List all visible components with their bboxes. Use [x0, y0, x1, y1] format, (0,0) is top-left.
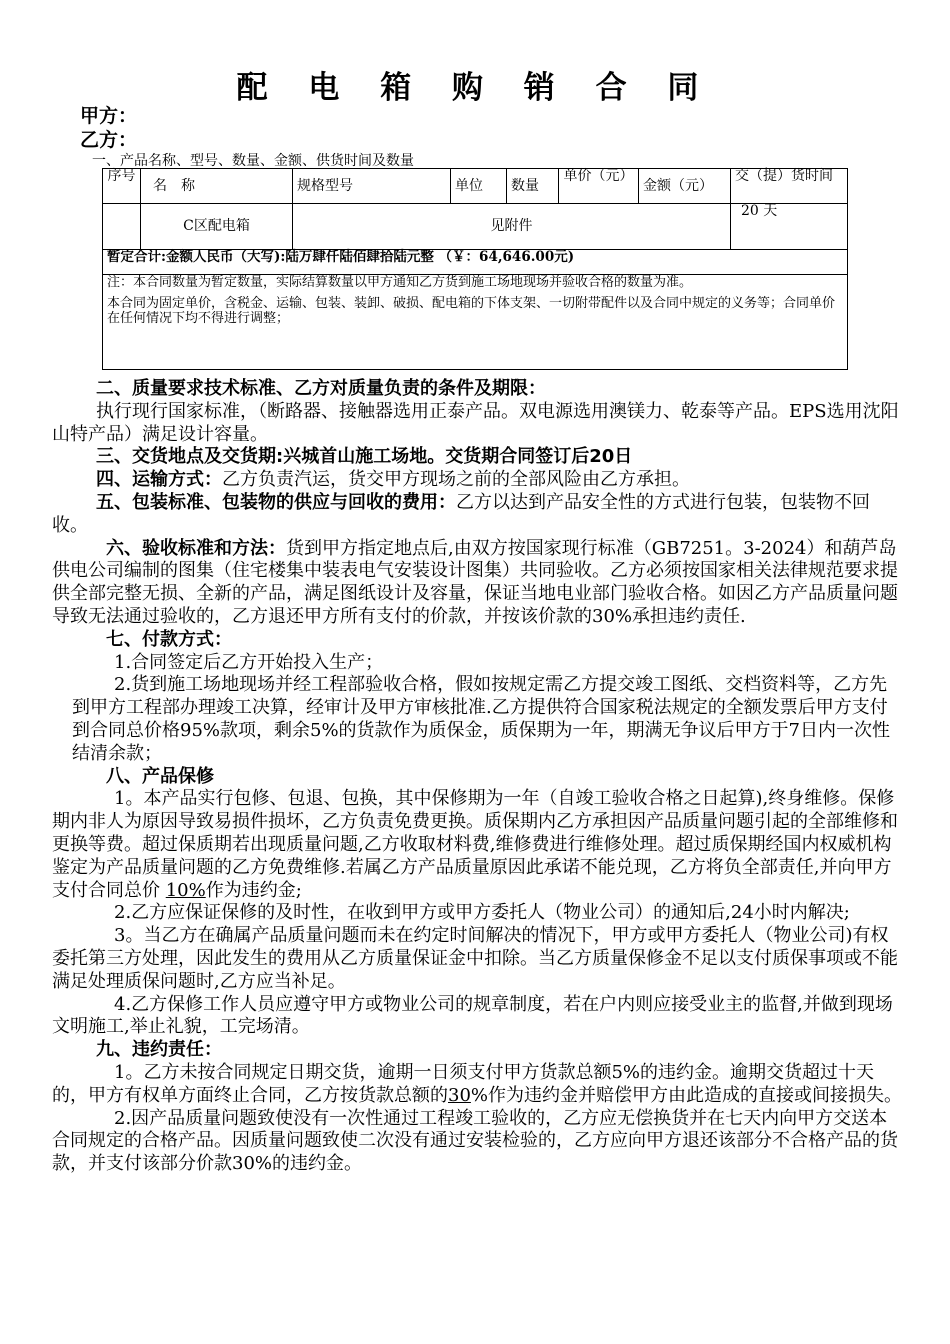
section6	[52, 538, 904, 629]
section8-item4: 4.乙方保修工作人员应遵守甲方或物业公司的规章制度，若在户内则应接受业主的监督,并做到现场文明施工,举止礼貌，工完场清。	[52, 993, 893, 1038]
section1-title: 一、产品名称、型号、数量、金额、供货时间及数量	[92, 153, 414, 169]
party-b-label: 乙方：	[80, 129, 138, 151]
section3-title: 三、交货地点及交货期:兴城首山施工场地。交货期合同签订后20日	[96, 446, 633, 468]
product-name-cell: C区配电箱	[141, 204, 293, 250]
contract-title: 配 电 箱 购 销 合 同	[236, 70, 714, 106]
section9-item1: 1。乙方未按合同规定日期交货，逾期一日须支付甲方货款总额5%的违约金。逾期交货超过十天的，甲方有权单方面终止合同，乙方按货款总额的30%作为违约金并赔偿甲方由此造成的直接或间接损失。	[52, 1061, 903, 1106]
section6-body: 货到甲方指定地点后,由双方按国家现行标准（GB7251。3-2024）和葫芦岛供电公司编制的图集（住宅楼集中装表电气安装设计图集）共同验收。乙方必须按国家相关法律规范要求提供全部完整无损、全新的产品，满足图纸设计及容量，保证当地电业部门验收合格。如因乙方产品质量问题导致无法通过验收的，乙方退还甲方所有支付的价款，并按该价款的30%承担违约责任.	[52, 537, 898, 627]
header-cell: 交（提）货时间	[731, 169, 848, 204]
note-row	[103, 275, 848, 370]
total-row	[103, 250, 848, 275]
section8-item3: 3。当乙方在确属产品质量问题而未在约定时间解决的情况下，甲方或甲方委托人（物业公司)有权委托第三方处理，因此发生的费用从乙方质量保证金中扣除。当乙方质量保修金不足以支付质保事项或不能满足处理质保问题时,乙方应当补足。	[52, 925, 898, 992]
section5-body: 乙方以达到产品安全性的方式进行包装，包装物不回收。	[52, 491, 870, 536]
section8-item2: 2.乙方应保证保修的及时性，在收到甲方或甲方委托人（物业公司）的通知后,24小时内解决;	[114, 902, 850, 924]
table-header-row	[103, 169, 848, 204]
header-cell: 名 称	[141, 169, 293, 204]
section4-body: 乙方负责汽运，货交甲方现场之前的全部风险由乙方承担。	[222, 469, 690, 491]
section2-body: 执行现行国家标准，（断路器、接触器选用正泰产品。双电源选用澳镁力、乾泰等产品。EPS选用沈阳山特产品）满足设计容量。	[52, 400, 899, 445]
table-row	[103, 204, 848, 250]
header-cell: 数量	[507, 169, 559, 204]
header-cell: 序号	[103, 169, 141, 204]
section5	[52, 492, 904, 538]
section8-title: 八、产品保修	[106, 765, 214, 787]
section7-title: 七、付款方式：	[106, 628, 232, 650]
note-cell	[103, 275, 848, 370]
product-table	[102, 168, 848, 370]
section2-title: 二、质量要求技术标准、乙方对质量负责的条件及期限：	[96, 378, 546, 399]
section7-item2: 2.货到施工场地现场并经工程部验收合格，假如按规定需乙方提交竣工图纸、交档资料等，乙方先到甲方工程部办理竣工决算，经审计及甲方审核批准.乙方提供符合国家税法规定的全额发票后甲方支付到合同总价格95%款项，剩余5%的货款作为质保金，质保期为一年，期满无争议后甲方于7日内一次性结清余款；	[72, 674, 891, 764]
contract-body	[52, 378, 904, 1176]
note-quantity: 注：本合同数量为暂定数量，实际结算数量以甲方通知乙方货到施工场地现场并验收合格的数量为准。	[107, 275, 693, 290]
header-cell: 金额（元）	[639, 169, 731, 204]
section5-title: 五、包装标准、包装物的供应与回收的费用：	[96, 491, 456, 513]
note-fixed-price: 本合同为固定单价，含税金、运输、包装、装卸、破损、配电箱的下体支架、一切附带配件以及合同中规定的义务等；合同单价在任何情况下均不得进行调整；	[107, 296, 836, 326]
section4-title: 四、运输方式：	[96, 469, 222, 491]
section6-title: 六、验收标准和方法：	[106, 537, 286, 559]
party-a-label: 甲方：	[80, 105, 138, 127]
table-cell	[103, 204, 141, 250]
delivery-cell: 20 天	[731, 204, 848, 250]
section7-item1: 1.合同签定后乙方开始投入生产；	[114, 651, 384, 673]
header-cell: 单价（元）	[559, 169, 639, 204]
section9-item2: 2.因产品质量问题致使没有一次性通过工程竣工验收的，乙方应无偿换货并在七天内向甲方交送本合同规定的合格产品。因质量问题致使二次没有通过安装检验的，乙方应向甲方退还该部分不合格产品的货款，并支付该部分价款30%的违约金。	[52, 1107, 898, 1175]
spec-cell: 见附件	[293, 204, 731, 250]
section4	[52, 469, 904, 492]
header-cell: 单位	[451, 169, 507, 204]
section8-item1: 1。本产品实行包修、包退、包换，其中保修期为一年（自竣工验收合格之日起算),终身维修。保修期内非人为原因导致易损件损坏，乙方负责免费更换。质保期内乙方承担因产品质量问题引起的全部维修和更换等费。超过保质期若出现质量问题,乙方收取材料费,维修费进行维修处理。超过质保期经国内权威机构鉴定为产品质量问题的乙方免费维修.若属乙方产品质量原因此承诺不能兑现，乙方将负全部责任,并向甲方支付合同总价 10%作为违约金;	[52, 788, 898, 901]
header-cell: 规格型号	[293, 169, 451, 204]
section9-title: 九、违约责任：	[96, 1039, 222, 1061]
total-amount: 暂定合计:金额人民币（大写):陆万肆仟陆佰肆拾陆元整 （￥：64,646.00元)	[103, 250, 848, 275]
